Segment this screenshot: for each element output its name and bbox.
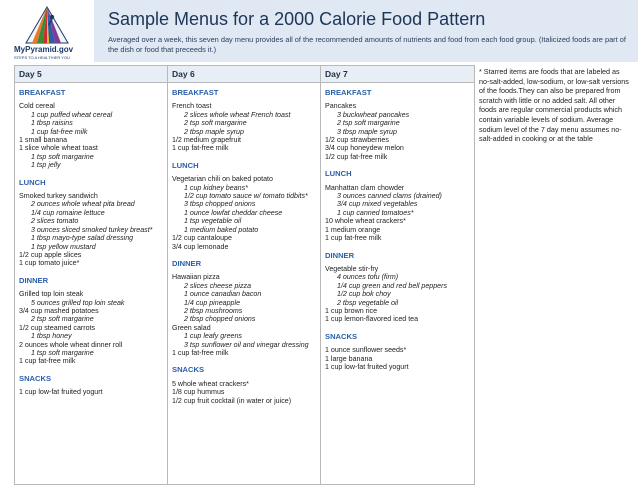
menu-item: Pancakes	[325, 102, 357, 111]
menu-ingredient: 1 ounce lowfat cheddar cheese	[184, 208, 283, 217]
meal-heading-lunch: LUNCH	[19, 177, 46, 187]
header	[0, 0, 638, 66]
meal-heading-breakfast: BREAKFAST	[19, 88, 66, 97]
menu-ingredient: 1 tsp jelly	[31, 161, 61, 170]
menu-item: Vegetarian chili on baked potato	[172, 175, 273, 184]
meal-heading-lunch: LUNCH	[325, 169, 352, 179]
menu-ingredient: 1/4 cup green and red bell peppers	[337, 281, 448, 290]
menu-item: 2 ounces whole wheat dinner roll	[19, 340, 123, 349]
menu-ingredient: 1 cup kidney beans*	[184, 183, 248, 192]
day-6-header: Day 6	[168, 66, 320, 83]
menu-item: French toast	[172, 102, 212, 111]
menu-item: 3/4 cup honeydew melon	[325, 144, 404, 153]
menu-item: 1/2 medium grapefruit	[172, 136, 242, 145]
meal-heading-snacks: SNACKS	[172, 365, 205, 375]
meal-heading-breakfast: BREAKFAST	[172, 88, 219, 97]
menu-item: 1/2 cup cantaloupe	[172, 234, 232, 243]
day-7-column	[320, 65, 475, 485]
menu-item: 1/2 cup fat-free milk	[325, 152, 388, 161]
menu-item: 1 small banana	[19, 136, 68, 145]
menu-ingredient: 3/4 cup mixed vegetables	[337, 200, 418, 209]
menu-item: 1 cup low-fat fruited yogurt	[325, 362, 409, 371]
menu-item: 3/4 cup lemonade	[172, 242, 229, 251]
menu-ingredient: 2 slices whole wheat French toast	[184, 110, 291, 119]
meal-heading-breakfast: BREAKFAST	[325, 88, 372, 97]
menu-item: 1/8 cup hummus	[172, 388, 225, 397]
pyramid-icon	[8, 5, 86, 45]
menu-ingredient: 1 tbsp honey	[31, 332, 72, 341]
mypyramid-logo	[8, 5, 86, 61]
menu-ingredient: 1 cup canned tomatoes*	[337, 208, 414, 217]
menu-ingredient: 1 medium baked potato	[184, 225, 259, 234]
day-7-menu	[321, 83, 474, 371]
menu-item: 3/4 cup mashed potatoes	[19, 306, 99, 315]
menu-item: 1 cup lemon-flavored iced tea	[325, 315, 419, 324]
menu-item: Vegetable stir-fry	[325, 264, 379, 273]
meal-heading-dinner: DINNER	[325, 250, 355, 260]
menu-ingredient: 2 ounces whole wheat pita bread	[31, 200, 135, 209]
menu-item: 1 cup fat-free milk	[325, 234, 382, 243]
menu-item: 10 whole wheat crackers*	[325, 217, 406, 226]
meal-heading-lunch: LUNCH	[172, 160, 199, 170]
menu-item: Green salad	[172, 323, 211, 332]
menu-ingredient: 2 tbsp chopped onions	[184, 315, 256, 324]
menu-item: 1 medium orange	[325, 225, 381, 234]
sodium-footnote: * Starred items are foods that are labeled as no-salt-added, low-sodium, or low-salt versions of the foods.They can also be prepared from scratch with little or no added salt. All other foods are regular commercial products which contain variable levels of sodium. Average sodium level of the 7 day menu assumes no-salt-added in cooking or at the table	[479, 67, 629, 144]
day-5-menu	[15, 83, 167, 397]
menu-item: 1 cup fat-free milk	[172, 144, 229, 153]
menu-ingredient: 1 tbsp raisins	[31, 119, 73, 128]
menu-item: 1 ounce sunflower seeds*	[325, 346, 407, 355]
day-5-column	[14, 65, 168, 485]
menu-ingredient: 5 ounces grilled top loin steak	[31, 298, 125, 307]
day-7-header: Day 7	[321, 66, 474, 83]
menu-item: Hawaiian pizza	[172, 273, 220, 282]
menu-ingredient: 1/4 cup romaine lettuce	[31, 208, 105, 217]
menu-ingredient: 2 tbsp mushrooms	[184, 306, 243, 315]
meal-heading-dinner: DINNER	[19, 275, 49, 285]
menu-item: 1 cup brown rice	[325, 306, 378, 315]
menu-ingredient: 1/2 cup tomato sauce w/ tomato tidbits*	[184, 192, 308, 201]
day-5-header: Day 5	[15, 66, 167, 83]
meal-heading-snacks: SNACKS	[325, 331, 358, 341]
meal-heading-snacks: SNACKS	[19, 373, 52, 383]
menu-ingredient: 2 tbsp vegetable oil	[337, 298, 399, 307]
menu-ingredient: 3 tbsp chopped onions	[184, 200, 256, 209]
menu-ingredient: 1 tsp soft margarine	[31, 152, 94, 161]
page-title: Sample Menus for a 2000 Calorie Food Pattern	[108, 9, 486, 29]
menu-ingredient: 3 ounces sliced smoked turkey breast*	[31, 225, 153, 234]
logo-text: MyPyramid.gov	[14, 45, 74, 54]
menu-item: 1 cup tomato juice*	[19, 259, 80, 268]
menu-ingredient: 1/4 cup pineapple	[184, 298, 241, 307]
menu-item: 1/2 cup fruit cocktail (in water or juice)	[172, 396, 292, 405]
menu-ingredient: 1/2 cup bok choy	[337, 290, 391, 299]
day-6-menu	[168, 83, 320, 405]
menu-ingredient: 2 tbsp maple syrup	[184, 127, 244, 136]
menu-item: 1/2 cup steamed carrots	[19, 323, 96, 332]
menu-ingredient: 1 cup fat-free milk	[31, 127, 88, 136]
menu-item: Grilled top loin steak	[19, 290, 84, 299]
day-6-column	[167, 65, 321, 485]
menu-item: 1 slice whole wheat toast	[19, 144, 98, 153]
menu-ingredient: 2 tsp soft margarine	[184, 119, 247, 128]
menu-item: 1 cup low-fat fruited yogurt	[19, 388, 103, 397]
menu-ingredient: 1 cup leafy greens	[184, 332, 242, 341]
menu-ingredient: 1 tsp yellow mustard	[31, 242, 96, 251]
menu-item: 5 whole wheat crackers*	[172, 379, 249, 388]
logo-tagline: STEPS TO A HEALTHIER YOU	[14, 55, 70, 60]
menu-ingredient: 3 ounces canned clams (drained)	[337, 192, 442, 201]
menu-item: 1 cup fat-free milk	[172, 348, 229, 357]
menu-item: Cold cereal	[19, 102, 55, 111]
page-subtitle: Averaged over a week, this seven day menu provides all of the recommended amounts of nutrients and food from each food group. (Italicized foods are part of the dish or food that preceeds it.)	[108, 35, 626, 54]
menu-ingredient: 1 tbsp mayo-type salad dressing	[31, 234, 134, 243]
menu-ingredient: 3 tbsp maple syrup	[337, 127, 397, 136]
menu-ingredient: 1 cup puffed wheat cereal	[31, 110, 113, 119]
menu-ingredient: 2 tsp soft margarine	[337, 119, 400, 128]
menu-item: 1 cup fat-free milk	[19, 357, 76, 366]
menu-ingredient: 3 tsp sunflower oil and vinegar dressing	[184, 340, 309, 349]
menu-item: Manhattan clam chowder	[325, 183, 405, 192]
menu-ingredient: 1 tsp vegetable oil	[184, 217, 242, 226]
menu-ingredient: 2 slices tomato	[31, 217, 79, 226]
meal-heading-dinner: DINNER	[172, 258, 202, 268]
menu-ingredient: 2 slices cheese pizza	[184, 281, 252, 290]
menu-ingredient: 2 tsp soft margarine	[31, 315, 94, 324]
menu-item: 1/2 cup apple slices	[19, 250, 82, 259]
menu-ingredient: 3 buckwheat pancakes	[337, 110, 410, 119]
menu-ingredient: 4 ounces tofu (firm)	[337, 273, 399, 282]
menu-ingredient: 1 ounce canadian bacon	[184, 290, 262, 299]
menu-item: Smoked turkey sandwich	[19, 192, 98, 201]
menu-item: 1/2 cup strawberries	[325, 136, 389, 145]
menu-item: 1 large banana	[325, 354, 373, 363]
menu-ingredient: 1 tsp soft margarine	[31, 348, 94, 357]
